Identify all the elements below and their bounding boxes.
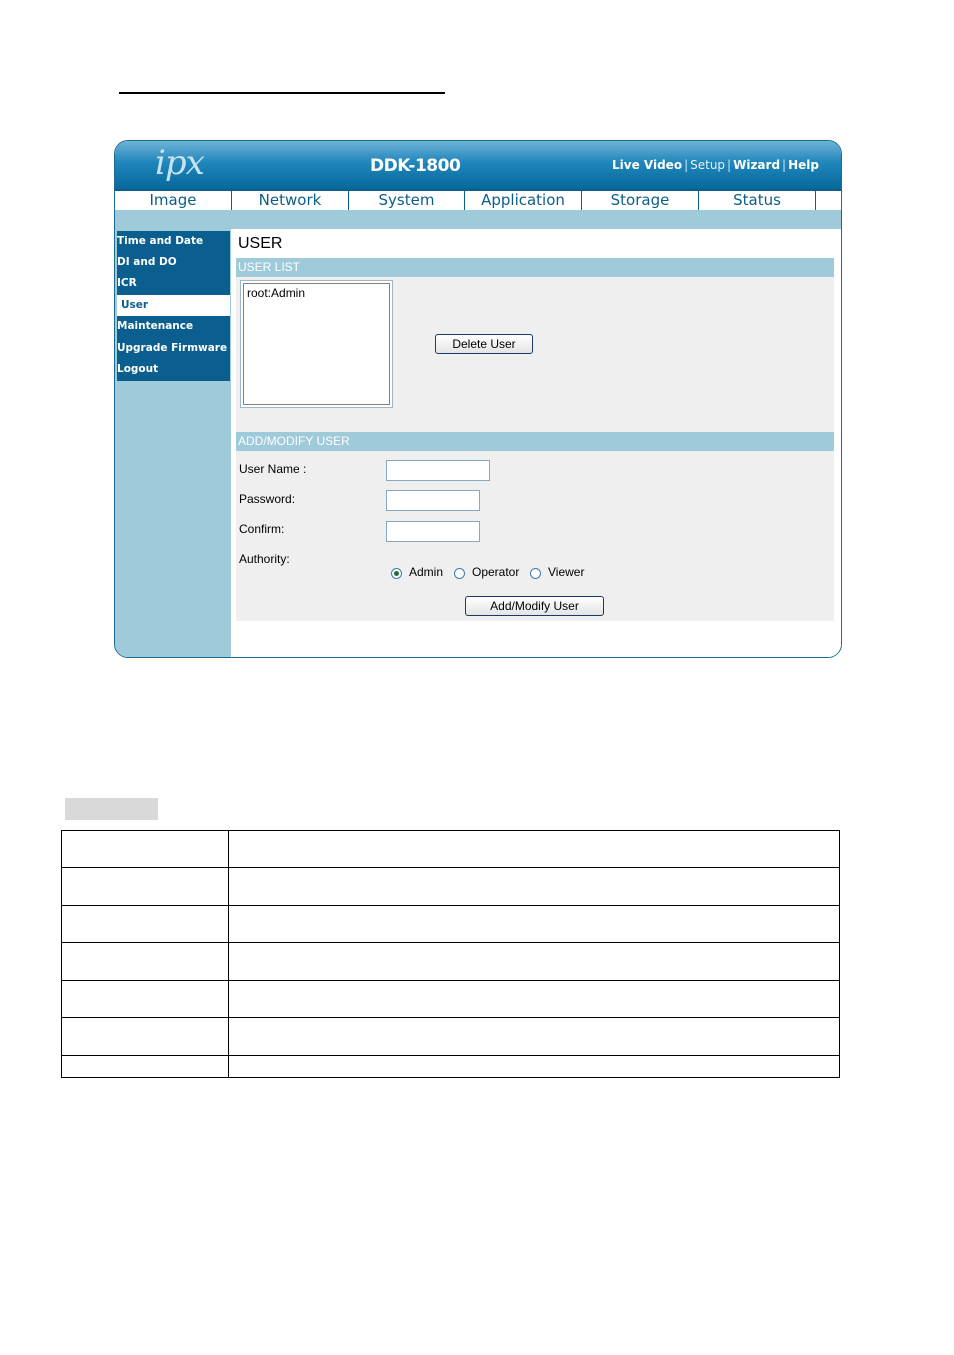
table-row — [62, 906, 840, 943]
model-name: DDK-1800 — [370, 156, 461, 176]
authority-label: Authority: — [239, 552, 290, 566]
live-video-link[interactable]: Live Video — [612, 158, 683, 172]
confirm-label: Confirm: — [239, 522, 285, 536]
top-links: Live Video | Setup | Wizard | Help — [612, 158, 819, 172]
sidebar-item-icr[interactable]: ICR — [117, 277, 137, 289]
add-modify-user-button[interactable]: Add/Modify User — [465, 596, 604, 616]
user-name-label: User Name : — [239, 462, 307, 476]
sidebar-item-maintenance[interactable]: Maintenance — [117, 320, 194, 332]
sidebar-item-time-and-date[interactable]: Time and Date — [117, 235, 204, 247]
sidebar-item-user[interactable]: User — [117, 295, 230, 316]
tab-storage[interactable]: Storage — [582, 191, 699, 210]
authority-operator-radio[interactable] — [454, 568, 465, 579]
password-input[interactable] — [386, 490, 480, 511]
user-list-heading: USER LIST — [236, 258, 834, 277]
table-row — [62, 1056, 840, 1078]
table-row — [62, 831, 840, 868]
tab-application[interactable]: Application — [465, 191, 582, 210]
gray-caption-box — [65, 798, 158, 820]
authority-admin-radio[interactable] — [391, 568, 402, 579]
camera-web-ui — [114, 140, 842, 658]
add-modify-heading: ADD/MODIFY USER — [236, 432, 834, 451]
table-row — [62, 981, 840, 1018]
table-row — [62, 868, 840, 906]
user-listbox[interactable] — [240, 280, 393, 408]
authority-viewer-label: Viewer — [548, 565, 585, 579]
sidebar-item-upgrade-firmware[interactable]: Upgrade Firmware — [117, 342, 228, 354]
authority-viewer-radio[interactable] — [530, 568, 541, 579]
setup-link[interactable]: Setup — [690, 158, 726, 172]
table-row — [62, 943, 840, 981]
user-name-input[interactable] — [386, 460, 490, 481]
header-bar — [115, 141, 842, 189]
main-content — [231, 229, 842, 658]
password-label: Password: — [239, 492, 296, 506]
page-title: USER — [238, 235, 283, 252]
wizard-link[interactable]: Wizard — [733, 158, 781, 172]
sidebar — [115, 229, 231, 658]
user-list-item[interactable]: root:Admin — [247, 286, 306, 300]
tab-system[interactable]: System — [349, 191, 465, 210]
sidebar-item-di-and-do[interactable]: DI and DO — [117, 256, 177, 268]
authority-operator-label: Operator — [472, 565, 520, 579]
help-link[interactable]: Help — [788, 158, 819, 172]
tab-network[interactable]: Network — [232, 191, 349, 210]
sidebar-item-logout[interactable]: Logout — [117, 363, 159, 375]
sidebar-menu — [117, 231, 230, 381]
ipx-logo: ipx — [155, 143, 204, 183]
tab-status[interactable]: Status — [699, 191, 816, 210]
tab-image[interactable]: Image — [115, 191, 232, 210]
confirm-input[interactable] — [386, 521, 480, 542]
description-table — [61, 830, 840, 1078]
main-tabs — [115, 189, 842, 210]
delete-user-button[interactable]: Delete User — [435, 334, 533, 354]
authority-admin-label: Admin — [409, 565, 444, 579]
add-modify-section — [236, 451, 834, 621]
page-top-rule — [119, 92, 445, 94]
sub-tab-band — [115, 210, 842, 229]
user-list-section — [236, 277, 834, 432]
table-row — [62, 1018, 840, 1056]
